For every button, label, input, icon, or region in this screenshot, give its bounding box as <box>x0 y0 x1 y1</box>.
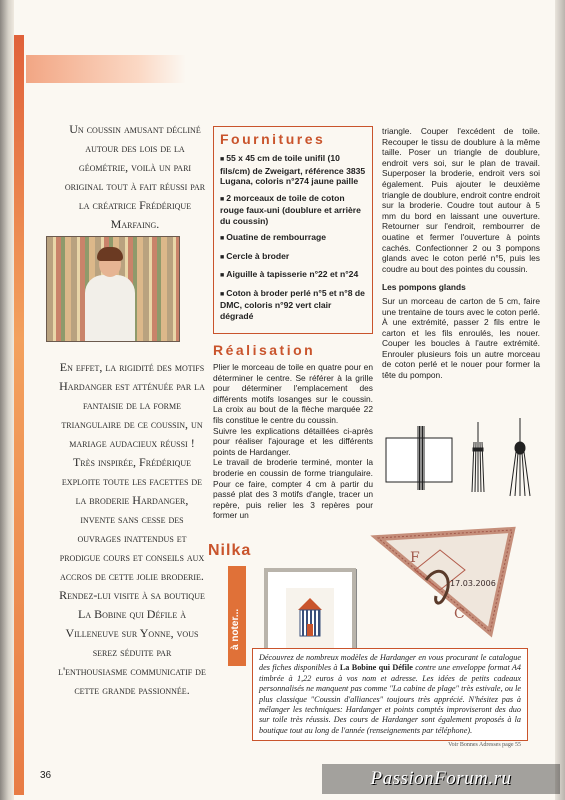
page-binding <box>0 0 14 800</box>
supply-item: ■ Coton à broder perlé n°5 et n°8 de DMC, coloris n°92 vert clair dégradé <box>220 288 366 322</box>
note-tag <box>228 566 246 666</box>
page-number: 36 <box>40 770 52 781</box>
supplies-list <box>220 153 366 321</box>
header-band <box>26 55 186 83</box>
supplies-heading: Fournitures <box>220 131 326 147</box>
supply-item: ■ Cercle à broder <box>220 251 366 264</box>
realisation-paragraph: Le travail de broderie terminé, monter la broderie en coussin de forme triangulaire. Pour ce faire, compter 4 cm à partir du passé plat des 3 motifs d'angle, tracer un repère, puis relier les 3 repères pour former un <box>213 457 373 521</box>
realisation-paragraph: Plier le morceau de toile en quatre pour en déterminer le centre. Se référer à la grille pour déterminer l'emplacement des différents motifs losanges sur le coussin. La croix au bout de la flèche marquée 22 fils constitue le centre du coussin. <box>213 362 373 425</box>
caption-text: contre une enveloppe format A4 timbrée à 1,22 euros à vos nom et adresse. Les idées de petits cadeaux personnalisés ne manquent pas comme "La cabine de plage" très estivale, ou le plus classique "Coussin d'alliances" toujours très apprécié. N'hésitez pas à mélanger les techniques: Hardanger et points comptés improviseront des duo sur toile très réussis. Des cours de Hardanger sont également proposés à la boutique tout au long de l'année (renseignements par téléphone). <box>259 663 522 735</box>
site-watermark: PassionForum.ru <box>322 764 560 794</box>
realisation-paragraph: Suivre les explications détaillées ci-après pour réaliser l'ajourage et les différents points de Hardanger. <box>213 425 373 457</box>
supply-item: ■ 55 x 45 cm de toile unifil (10 fils/cm) de Zweigart, référence 3835 Lugana, coloris n°274 jaune paille <box>220 153 366 187</box>
caption-text: Découvrez de nombreux modèles de Hardanger en vous procurant le catalogue des fiches disponibles à <box>259 653 521 673</box>
caption-shop-name: La Bobine qui Défile <box>339 663 413 673</box>
pillow-drawing <box>370 520 520 640</box>
pompons-paragraph: Sur un morceau de carton de 5 cm, faire une trentaine de tours avec le coton perlé. À une extrémité, passer 2 fils entre le carton et les fils enroulés, les nouer. Couper les boucles à l'autre extrémité. Enrouler plusieurs fois un autre morceau de coton perlé et le nouer pour former la tête du pompon. <box>382 295 540 381</box>
story-text: En effet, la rigidité des motifs Hardanger est atténuée par la fantaisie de la forme triangulaire de ce coussin, un mariage audacieux réussi ! Très inspirée, Frédérique exploite toute les facettes de la broderie Hardanger, invente sans cesse des ouvrages inattendus et prodigue cours et conseils aux accros de cette jolie broderie. Rendez-lui visite à sa boutique La Bobine qui Défile à Villeneuve sur Yonne, vous serez séduite par l'enthousiasme communicatif de cette grande passionnée. <box>58 360 206 697</box>
page-edge <box>555 0 565 800</box>
supply-item: ■ Ouatine de rembourrage <box>220 232 366 245</box>
svg-text:F: F <box>410 550 420 566</box>
decorative-strip <box>14 35 24 795</box>
beach-hut-motif <box>286 588 334 648</box>
brand-name: Nilka <box>208 542 252 559</box>
caption-reference: Voir Bonnes Adresses page 55 <box>448 741 521 748</box>
pompons-heading: Les pompons glands <box>382 282 466 293</box>
designer-figure <box>85 251 135 341</box>
assembly-paragraph: triangle. Couper l'excédent de toile. Recouper le tissu de doublure à la même taille. Poser un triangle de doublure, endroit vers soi, sur le plan de travail. Superposer la broderie, endroit vers soi également. Puis ajouter le deuxième triangle de doublure, endroit contre endroit sur la broderie. Coudre tout autour à 5 mm du bord en laissant une ouverture. Retourner sur l'endroit, rembourrer de ouatine et fermer l'ouverture à points cachés. Confectionner 2 ou 3 pompons glands avec le coton perlé n°5, puis les coudre au bout des pointes du coussin. <box>382 126 540 274</box>
intro-text: Un coussin amusant décliné autour des lois de la géométrie, voilà un pari original tout à fait réussi par la créatrice Frédérique Marfaing. <box>64 122 206 231</box>
realisation-heading: Réalisation <box>213 342 316 358</box>
designer-photo <box>46 236 180 342</box>
note-tag-label: à noter... <box>230 608 241 650</box>
supplies-box <box>213 126 373 334</box>
tassel-steps-drawing <box>382 412 542 504</box>
right-column <box>382 126 540 381</box>
info-caption <box>252 648 528 748</box>
pillow-date: 17.03.2006 <box>450 579 496 588</box>
tassel-illustration <box>382 412 542 504</box>
wedding-pillow <box>370 520 520 640</box>
middle-column <box>213 126 373 521</box>
supply-item: ■ Aiguille à tapisserie n°22 et n°24 <box>220 269 366 282</box>
svg-text:C: C <box>454 606 465 622</box>
supply-item: ■ 2 morceaux de toile de coton rouge faux-uni (doublure et arrière du coussin) <box>220 193 366 227</box>
